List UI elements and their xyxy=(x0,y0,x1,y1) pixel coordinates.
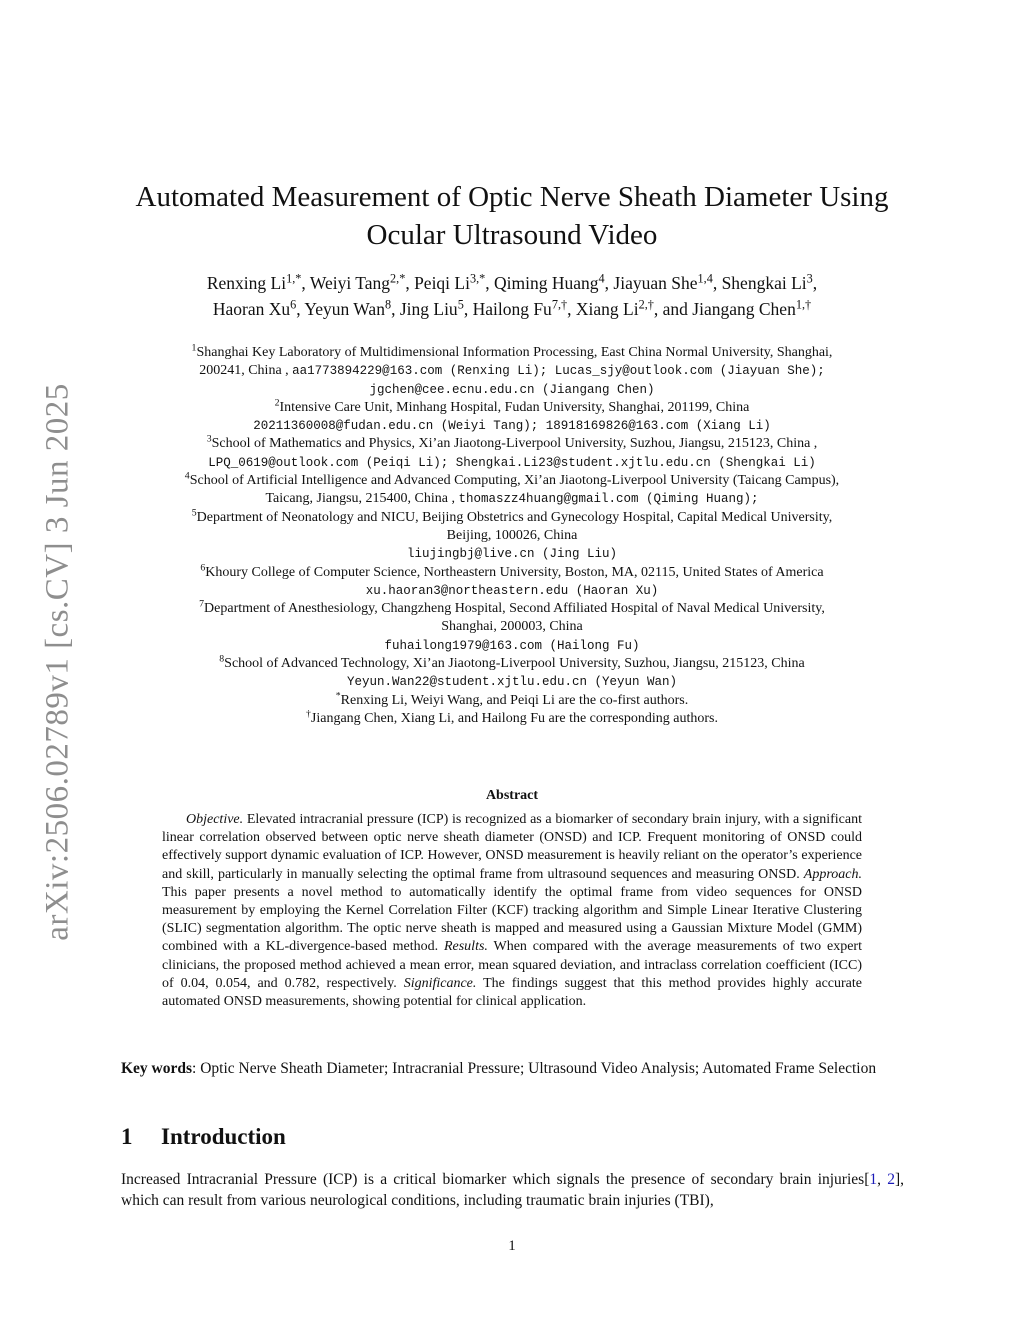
title-line-2: Ocular Ultrasound Video xyxy=(366,219,658,251)
author-list xyxy=(112,270,912,322)
affiliation-1 xyxy=(112,344,912,362)
objective-label: Objective. xyxy=(186,812,244,827)
author-mark: 2,† xyxy=(638,297,654,312)
affiliation-mark: 1 xyxy=(191,342,197,354)
author-sep: , xyxy=(405,273,415,293)
affiliation-8-email: Yeyun.Wan22@student.xjtlu.edu.cn (Yeyun Wan) xyxy=(346,675,678,690)
author-name: Jing Liu xyxy=(399,299,458,319)
affiliation-7-line-2: Shanghai, 200003, China xyxy=(441,619,583,635)
affiliation-3-email: LPQ_0619@outlook.com (Peiqi Li); Shengkai.Li23@student.xjtlu.edu.cn (Shengkai Li) xyxy=(208,455,816,470)
author-name: Hailong Fu xyxy=(472,299,552,319)
affiliation-text: Taicang, Jiangsu, 215400, China , xyxy=(265,491,459,507)
significance-text: The findings suggest that this method provides highly accurate automated ONSD measurements, showing potential for clinical application. xyxy=(162,975,862,1010)
affiliation-3 xyxy=(112,435,912,453)
affiliation-text: Shanghai Key Laboratory of Multidimensional Information Processing, East China Normal University, Shanghai, xyxy=(196,345,833,360)
affiliation-email: thomaszz4huang@gmail.com (Qiming Huang); xyxy=(458,492,759,507)
affiliation-email: aa1773894229@163.com (Renxing Li); Lucas_sjy@outlook.com (Jiayuan She); xyxy=(292,364,825,379)
affiliation-4 xyxy=(112,472,912,490)
results-text: When compared with the average measurements of two expert clinicians, the proposed method achieved a mean error, mean squared deviation, and intraclass correlation coefficient (ICC) of 0.04, 0.054, and 0.782, respectively. xyxy=(162,939,862,991)
affiliation-1-email: jgchen@cee.ecnu.edu.cn (Jiangang Chen) xyxy=(369,382,655,397)
author-mark: 4 xyxy=(598,271,605,286)
intro-paragraph xyxy=(121,1169,904,1211)
affiliation-2-email: 20211360008@fudan.edu.cn (Weiyi Tang); 18918169826@163.com (Xiang Li) xyxy=(253,419,771,434)
affiliation-text: Intensive Care Unit, Minhang Hospital, Fudan University, Shanghai, 201199, China xyxy=(279,399,750,415)
author-name: Haoran Xu xyxy=(212,299,291,319)
note-text: Renxing Li, Weiyi Wang, and Peiqi Li are the co-first authors. xyxy=(340,692,689,708)
section-title: Introduction xyxy=(161,1124,286,1149)
affiliation-mark: 4 xyxy=(184,470,190,482)
approach-text: This paper presents a novel method to automatically identify the optimal frame from video sequences for ONSD measurement by employing the Kernel Correlation Filter (KCF) tracking algorithm and Simple Linear Iterative Clustering (SLIC) segmentation algorithm. The optic nerve sheath is mapped and measured using a Gaussian Mixture Model (GMM) combined with a KL-divergence-based method. xyxy=(162,884,862,955)
author-sep: , xyxy=(296,299,305,319)
affiliation-text: Department of Neonatology and NICU, Beijing Obstetrics and Gynecology Hospital, Capital Medical University, xyxy=(196,509,833,525)
author-mark: 3,* xyxy=(469,271,486,286)
author-line-1 xyxy=(112,270,912,296)
affiliation-8 xyxy=(112,655,912,673)
affiliation-6 xyxy=(112,564,912,582)
citation-sep: , xyxy=(877,1171,888,1188)
affiliation-mark: 5 xyxy=(191,507,197,519)
affiliation-5-line-2: Beijing, 100026, China xyxy=(446,527,578,543)
affiliation-7-email: fuhailong1979@163.com (Hailong Fu) xyxy=(384,638,640,653)
page-number: 1 xyxy=(508,1238,516,1254)
author-name: Shengkai Li xyxy=(721,273,807,293)
abstract-heading: Abstract xyxy=(485,788,539,803)
keywords-label: Key words xyxy=(121,1060,193,1077)
title-line-1: Automated Measurement of Optic Nerve Sheath Diameter Using xyxy=(135,181,889,213)
author-sep: , xyxy=(301,273,310,293)
keywords-text: : Optic Nerve Sheath Diameter; Intracranial Pressure; Ultrasound Video Analysis; Automated Frame Selection xyxy=(192,1060,877,1077)
affiliation-1-line-2 xyxy=(112,362,912,380)
author-sep: , xyxy=(812,273,818,293)
affiliation-2 xyxy=(112,399,912,417)
intro-text: Increased Intracranial Pressure (ICP) is a critical biomarker which signals the presence of secondary brain injuries[ xyxy=(121,1171,870,1188)
author-sep: , xyxy=(604,273,614,293)
note-mark: * xyxy=(335,690,341,702)
author-sep: , xyxy=(485,273,495,293)
author-mark: 2,* xyxy=(390,271,406,286)
corresponding-note xyxy=(112,710,912,728)
affiliation-text: Khoury College of Computer Science, Northeastern University, Boston, MA, 02115, United States of America xyxy=(205,564,824,580)
author-name: Xiang Li xyxy=(575,299,639,319)
results-label: Results. xyxy=(443,939,488,955)
author-sep: , and xyxy=(653,299,693,319)
abstract-body xyxy=(162,811,862,1011)
author-sep: , xyxy=(391,299,400,319)
author-mark: 7,† xyxy=(551,297,568,312)
author-mark: 5 xyxy=(457,297,464,312)
author-mark: 8 xyxy=(384,297,392,312)
author-mark: 1,4 xyxy=(697,271,713,286)
approach-label: Approach. xyxy=(803,866,862,882)
affiliation-mark: 2 xyxy=(274,397,280,409)
author-name: Qiming Huang xyxy=(494,273,599,293)
objective-text: Elevated intracranial pressure (ICP) is recognized as a biomarker of secondary brain injury, with a significant linear correlation observed between optic nerve sheath diameter (ONSD) and ICP. Frequent monitoring of ONSD could effectively support dynamic evaluation of ICP. However, ONSD measurement is heavily reliant on the operator’s experience and skill, particularly in manually selecting the optimal frame from ultrasound sequences and measuring ONSD. xyxy=(162,812,862,882)
affiliation-7 xyxy=(112,600,912,618)
citation-link[interactable]: 1 xyxy=(869,1171,878,1188)
note-mark: † xyxy=(306,708,311,720)
affiliation-text: 200241, China , xyxy=(199,363,293,379)
author-name: Jiayuan She xyxy=(613,273,698,293)
arxiv-identifier: arXiv:2506.02789v1 [cs.CV] 3 Jun 2025 xyxy=(39,383,76,941)
author-name: Peiqi Li xyxy=(414,273,470,293)
author-name: Weiyi Tang xyxy=(309,273,390,293)
paper-title xyxy=(112,178,912,254)
author-name: Jiangang Chen xyxy=(692,299,796,319)
author-mark: 6 xyxy=(290,297,297,312)
affiliation-6-email: xu.haoran3@northeastern.edu (Haoran Xu) xyxy=(365,583,659,598)
section-number: 1 xyxy=(121,1124,133,1149)
co-first-note xyxy=(112,692,912,710)
affiliation-5-email: liujingbj@live.cn (Jing Liu) xyxy=(406,547,618,562)
author-sep: , xyxy=(712,273,722,293)
keywords xyxy=(121,1058,904,1079)
citation-link[interactable]: 2 xyxy=(887,1171,895,1188)
affiliation-text: School of Artificial Intelligence and Advanced Computing, Xi’an Jiaotong-Liverpool University (Taicang Campus), xyxy=(189,473,840,489)
note-text: Jiangang Chen, Xiang Li, and Hailong Fu are the corresponding authors. xyxy=(310,710,718,726)
section-heading xyxy=(121,1124,286,1150)
author-sep: , xyxy=(463,299,473,319)
significance-label: Significance. xyxy=(403,975,477,991)
author-name: Yeyun Wan xyxy=(304,299,385,319)
author-mark: 3 xyxy=(806,271,813,286)
affiliation-4-line-2 xyxy=(112,490,912,508)
author-mark: 1,* xyxy=(286,271,302,286)
author-mark: 1,† xyxy=(795,297,812,312)
affiliation-mark: 3 xyxy=(206,434,212,446)
affiliation-text: Department of Anesthesiology, Changzheng Hospital, Second Affiliated Hospital of Naval Medical University, xyxy=(204,601,825,617)
affiliation-5 xyxy=(112,509,912,527)
affiliation-text: School of Advanced Technology, Xi’an Jiaotong-Liverpool University, Suzhou, Jiangsu, 215123, China xyxy=(224,656,805,672)
author-sep: , xyxy=(567,299,576,319)
affiliation-mark: 6 xyxy=(200,562,206,574)
intro-text: ], which can result from various neurological conditions, including traumatic brain injuries (TBI), xyxy=(121,1171,905,1209)
affiliation-mark: 8 xyxy=(219,653,225,665)
affiliation-text: School of Mathematics and Physics, Xi’an Jiaotong-Liverpool University, Suzhou, Jiangsu, 215123, China , xyxy=(211,436,818,452)
affiliation-mark: 7 xyxy=(199,598,205,610)
author-name: Renxing Li xyxy=(206,273,287,293)
author-line-2 xyxy=(112,296,912,322)
affiliation-list xyxy=(112,344,912,728)
